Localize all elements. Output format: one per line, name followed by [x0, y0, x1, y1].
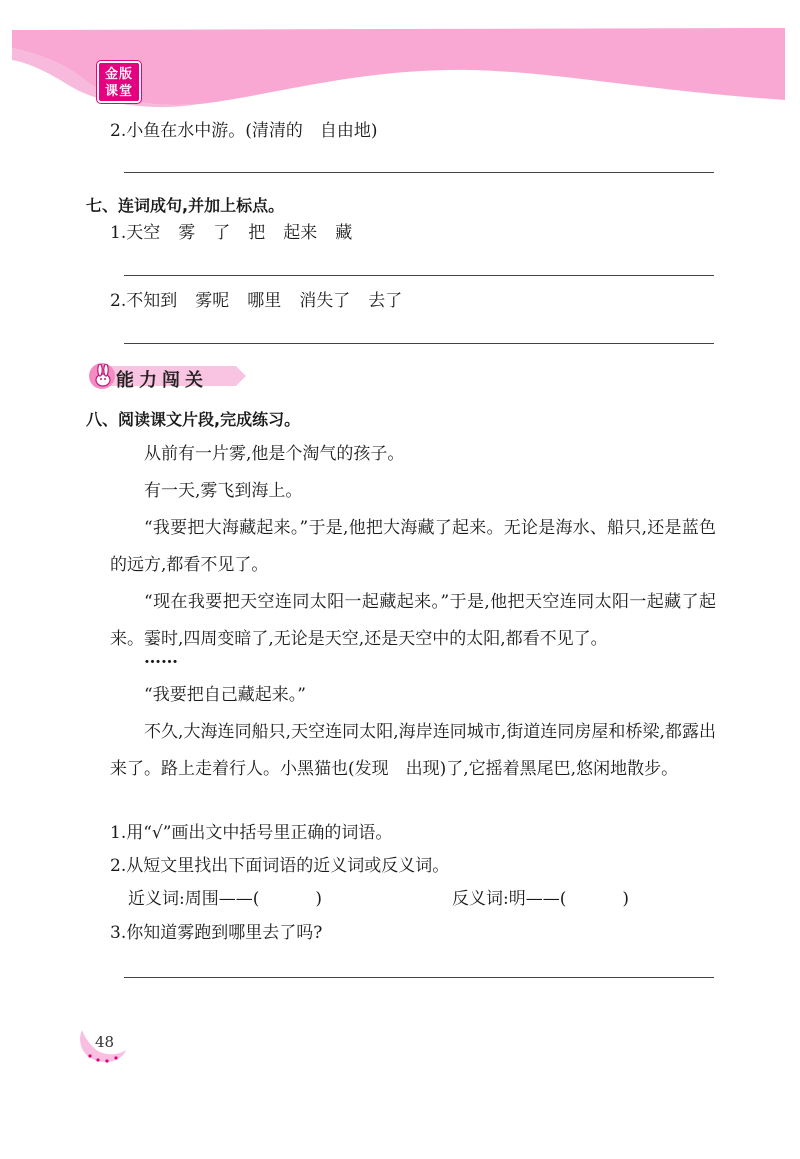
passage-ellipsis: …… — [144, 648, 178, 668]
brand-logo — [97, 61, 141, 103]
section8-q2: 2.从短文里找出下面词语的近义词或反义词。 — [110, 856, 450, 876]
page-number: 48 — [95, 1033, 115, 1051]
banner-label: 能力闯关 — [116, 370, 208, 391]
q1-number: 1. — [110, 223, 127, 243]
synonym-row — [128, 888, 322, 910]
q1-word: 把 — [248, 223, 266, 243]
answer-line-4 — [124, 977, 714, 978]
q2-word: 去了 — [368, 291, 403, 311]
q1-word: 天空 — [126, 223, 161, 243]
q2-word: 雾呢 — [195, 291, 230, 311]
synonym-close: ) — [315, 889, 323, 909]
passage-paragraph: “现在我要把天空连同太阳一起藏起来。”于是,他把天空连同太阳一起藏了起来。霎时,四周变暗了,无论是天空,还是天空中的太阳,都看不见了。 — [110, 592, 716, 649]
answer-line-1 — [124, 172, 714, 173]
section8-q3: 3.你知道雾跑到哪里去了吗? — [110, 923, 323, 943]
q2-word: 不知到 — [126, 291, 178, 311]
passage-paragraph: 有一天,雾飞到海上。 — [144, 481, 303, 501]
passage-paragraph: 不久,大海连同船只,天空连同太阳,海岸连同城市,街道连同房屋和桥梁,都露出来了。路上走着行人。小黑猫也(发现 出现)了,它摇着黑尾巴,悠闲地散步。 — [110, 722, 716, 779]
antonym-label: 反义词:明——( — [452, 889, 567, 909]
section8-title: 八、阅读课文片段,完成练习。 — [86, 410, 301, 429]
passage-paragraph: 从前有一片雾,他是个淘气的孩子。 — [144, 444, 405, 464]
section8-q1: 1.用“√”画出文中括号里正确的词语。 — [110, 823, 393, 843]
q2-word: 消失了 — [299, 291, 351, 311]
q1-word: 藏 — [335, 223, 353, 243]
passage-paragraph: “我要把自己藏起来。” — [144, 685, 306, 705]
section7-q1 — [110, 222, 370, 244]
logo-line-2: 课堂 — [104, 84, 133, 99]
q1-word: 起来 — [283, 223, 318, 243]
logo-line-1: 金版 — [104, 67, 133, 82]
q2-number: 2. — [110, 291, 127, 311]
synonym-label: 近义词:周围——( — [128, 889, 260, 909]
antonym-close: ) — [622, 889, 630, 909]
q1-word: 了 — [213, 223, 231, 243]
q2-word: 哪里 — [247, 291, 282, 311]
section7-title: 七、连词成句,并加上标点。 — [86, 196, 285, 215]
q1-word: 雾 — [178, 223, 196, 243]
section6-q2: 2.小鱼在水中游。(清清的 自由地) — [110, 121, 378, 141]
passage-paragraph: “我要把大海藏起来。”于是,他把大海藏了起来。无论是海水、船只,还是蓝色的远方,都看不见了。 — [110, 518, 716, 575]
section7-q2 — [110, 290, 420, 312]
answer-line-2 — [124, 275, 714, 276]
antonym-row — [452, 888, 629, 910]
answer-line-3 — [124, 343, 714, 344]
rabbit-icon — [92, 364, 114, 388]
